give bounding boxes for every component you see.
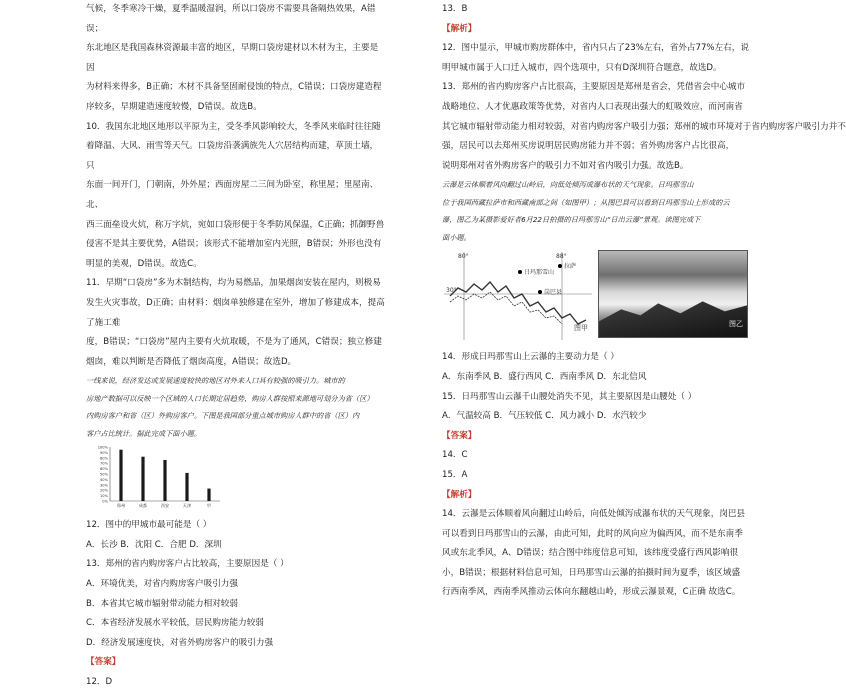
map-svg <box>444 248 592 340</box>
text-line: 明甲城市属于人口迁入城市，四个选项中，只有D深圳符合题意，故选D。 <box>442 62 722 73</box>
photo-caption: 图乙 <box>729 319 743 328</box>
text-line: 12．图中显示，甲城市购房群体中，省内只占了23%左右，省外占77%左右，说 <box>442 43 749 54</box>
question-13: 13．郑州的省内购房客户占比较高，主要原因是（ ） <box>86 559 289 570</box>
mountain-range <box>450 282 586 324</box>
map-label: 岗巴县 <box>544 289 563 297</box>
bar-chart-svg <box>86 444 296 514</box>
x-tick-label: 成都 <box>138 503 148 509</box>
analysis-tag: 【解析】 <box>442 23 477 34</box>
y-tick-label: 70% <box>100 461 108 466</box>
answer-tag: 【答案】 <box>86 657 121 668</box>
option-d: D．经济发展速度快，对省外购房客户的吸引力强 <box>86 637 274 648</box>
answer-15: 15．A <box>442 469 468 480</box>
map-label: 日玛那雪山 <box>524 269 555 277</box>
x-tick-label: 甲 <box>206 503 212 509</box>
bar-天津 <box>185 473 188 501</box>
option-c: C．本省经济发展水平较低，居民购房能力较弱 <box>86 618 264 629</box>
intro-line: 云瀑是云体顺着风向翻过山岭后，向低处倾泻成瀑布状的天气现象。日玛那雪山 <box>442 180 694 190</box>
map-label: 拉萨 <box>564 263 577 271</box>
y-tick-label: 30% <box>100 483 108 488</box>
question-15-options: A．气温较高 B．气压较低 C．风力减小 D．水汽较少 <box>442 411 647 422</box>
question-14: 14．形成日玛那雪山上云瀑的主要动力是（ ） <box>442 352 619 363</box>
left-column <box>86 0 386 693</box>
text-line: 着降温、大风、雨雪等天气。口袋房沿袭满族先人穴居结构而建，草顶土墙，只 <box>86 141 379 171</box>
question-12-options: A．长沙 B．沈阳 C．合肥 D．深圳 <box>86 539 222 550</box>
y-tick-label: 20% <box>100 488 108 493</box>
y-tick-label: 10% <box>100 494 108 499</box>
y-tick-label: 80% <box>100 456 108 461</box>
text-line: 其它城市辐射带动能力相对较弱，对省内购房客户吸引力强；郑州的城市环境对于省内购房客户吸引力并不 <box>442 121 846 132</box>
text-line: 东面一间开门，门朝南，外外屋；西面房屋二三间为卧室，称里屋；里屋南、北、 <box>86 180 379 210</box>
y-tick-label: 100% <box>97 445 108 450</box>
text-line: 行西南季风，西南季风推动云体向东翻越山岭，形成云瀑景观，C正确 故选C。 <box>442 587 741 598</box>
text-line: 度，B错误；“口袋房”屋内主要有火炕取暖，不是为了通风，C错误；独立修建 <box>86 337 382 348</box>
bar-郑州 <box>119 450 122 501</box>
photo-figure <box>598 250 748 338</box>
map-label: 80° <box>458 253 469 261</box>
text-line: 气候，冬季寒冷干燥，夏季温暖湿润，所以口袋房不需要具备隔热效果，A错误； <box>86 4 376 34</box>
question-12: 12．图中的甲城市最可能是（ ） <box>86 520 212 531</box>
text-line: 可以看到日玛那雪山的云瀑，由此可知，此时的风向应为偏西风，而不是东南季 <box>442 528 743 539</box>
question-14-options: A．东南季风 B．盛行西风 C．西南季风 D．东北信风 <box>442 371 647 382</box>
text-line: 强，居民可以去郑州买房说明居民购房能力并不弱；省外购房客户占比很高， <box>442 141 735 152</box>
text-line: 西三面垒设火炕，称万字炕，宛如口袋形便于冬季防风保温，C正确；抓御野兽 <box>86 219 385 230</box>
x-tick-label: 西安 <box>160 503 170 509</box>
text-line: 风或东北季风，A、D错误；结合图中纬度信息可知，该纬度受盛行西风影响很 <box>442 548 739 559</box>
map-figure <box>444 248 592 340</box>
intro-line: 内购房客户和省（区）外购房客户。下图是我国部分重点城市购房人群中的省（区）内 <box>86 411 360 421</box>
y-tick-label: 50% <box>100 472 108 477</box>
text-line: 烟囱，难以判断是否降低了烟囱高度，A错误；故选D。 <box>86 356 297 367</box>
y-tick-label: 90% <box>100 451 108 456</box>
answer-13: 13．B <box>442 4 468 14</box>
text-line: 侵害不是其主要优势，A错误；该形式不能增加室内光照，B错误；外形也没有 <box>86 239 382 250</box>
bar-甲 <box>207 489 210 501</box>
answer-14: 14．C <box>442 450 468 461</box>
text-line: 说明郑州对省外购房客户的吸引力不如对省内吸引力强。故选B。 <box>442 160 689 171</box>
map-caption: 图甲 <box>574 323 588 332</box>
text-line: 明显的美观，D错误。故选C。 <box>86 258 202 269</box>
question-10: 10．我国东北地区地形以平原为主，受冬季风影响较大，冬季风来临时往往随 <box>86 121 381 132</box>
intro-line: 面小题。 <box>442 232 471 242</box>
text-line: 14．云瀑是云体顺着风向翻过山岭后，向低处倾泻成瀑布状的天气现象，岗巴县 <box>442 509 746 520</box>
intro-line: 位于我国西藏拉萨市和西藏南部之间（如图甲）；从图巴县可以看到日玛那雪山上形成的云 <box>442 197 730 207</box>
bar-西安 <box>163 460 166 501</box>
intro-line: 一线来说，经济发达或发展速度较快的地区对外来人口具有较强的吸引力。城市的 <box>86 376 345 386</box>
map-label: 88° <box>556 253 567 261</box>
answer-12: 12．D <box>86 677 113 688</box>
intro-line: 客户占比统计。据此完成下面小题。 <box>86 428 202 438</box>
question-15: 15．日玛那雪山云瀑千山腰处消失不见，其主要原因是山腰处（ ） <box>442 391 697 402</box>
y-tick-label: 60% <box>100 467 108 472</box>
text-line: 东北地区是我国森林资源最丰富的地区，早期口袋房建材以木材为主，主要是因 <box>86 43 379 73</box>
text-line: 小，B错误；根据材料信息可知，日玛那雪山云瀑的拍摄时间为夏季，该区域盛 <box>442 567 741 578</box>
map-label: 30° <box>446 287 457 295</box>
right-column <box>442 0 846 603</box>
x-tick-label: 郑州 <box>116 503 126 509</box>
bar-成都 <box>141 457 144 501</box>
intro-line: 房地产数据可以反映一个区域的人口长期定居趋势，购房人群按照来源地可划分为省（区） <box>86 393 374 403</box>
text-line: 序较多，早期建造速度较慢，D错误。故选B。 <box>86 101 262 112</box>
question-11: 11．早期“口袋房”多为木制结构，均为易燃品，加果烟囱安装在屋内，则极易 <box>86 278 381 289</box>
option-b: B．本省其它城市辐射带动能力相对较弱 <box>86 598 238 609</box>
x-tick-label: 天津 <box>182 503 192 509</box>
y-tick-label: 0% <box>102 499 108 504</box>
figure-row <box>442 248 764 344</box>
text-line: 发生火灾事故，D正确；由材料：烟囱单独修建在室外，增加了修建成本，提高了施工难 <box>86 297 385 328</box>
answer-tag: 【答案】 <box>442 430 477 441</box>
bar-chart <box>86 444 296 514</box>
option-a: A．环境优美，对省内购房客户吸引力强 <box>86 579 238 590</box>
text-line: 13．郑州的省内购房客户占比很高，主要原因是郑州是省会，凭借省会中心城市 <box>442 82 746 93</box>
intro-line: 瀑，图乙为某摄影爱好者6月22日拍摄的日玛那雪山“日出云瀑”景观。读图完成下 <box>442 215 701 225</box>
y-tick-label: 40% <box>100 478 108 483</box>
analysis-tag: 【解析】 <box>442 489 477 500</box>
mountain-silhouette <box>599 297 747 337</box>
text-line: 为材料来得多，B正确；木材不具备坚固耐侵蚀的特点，C错误；口袋房建造程 <box>86 82 382 93</box>
text-line: 战略地位、人才优惠政策等优势，对省内人口表现出强大的虹吸效应，而河南省 <box>442 101 743 112</box>
